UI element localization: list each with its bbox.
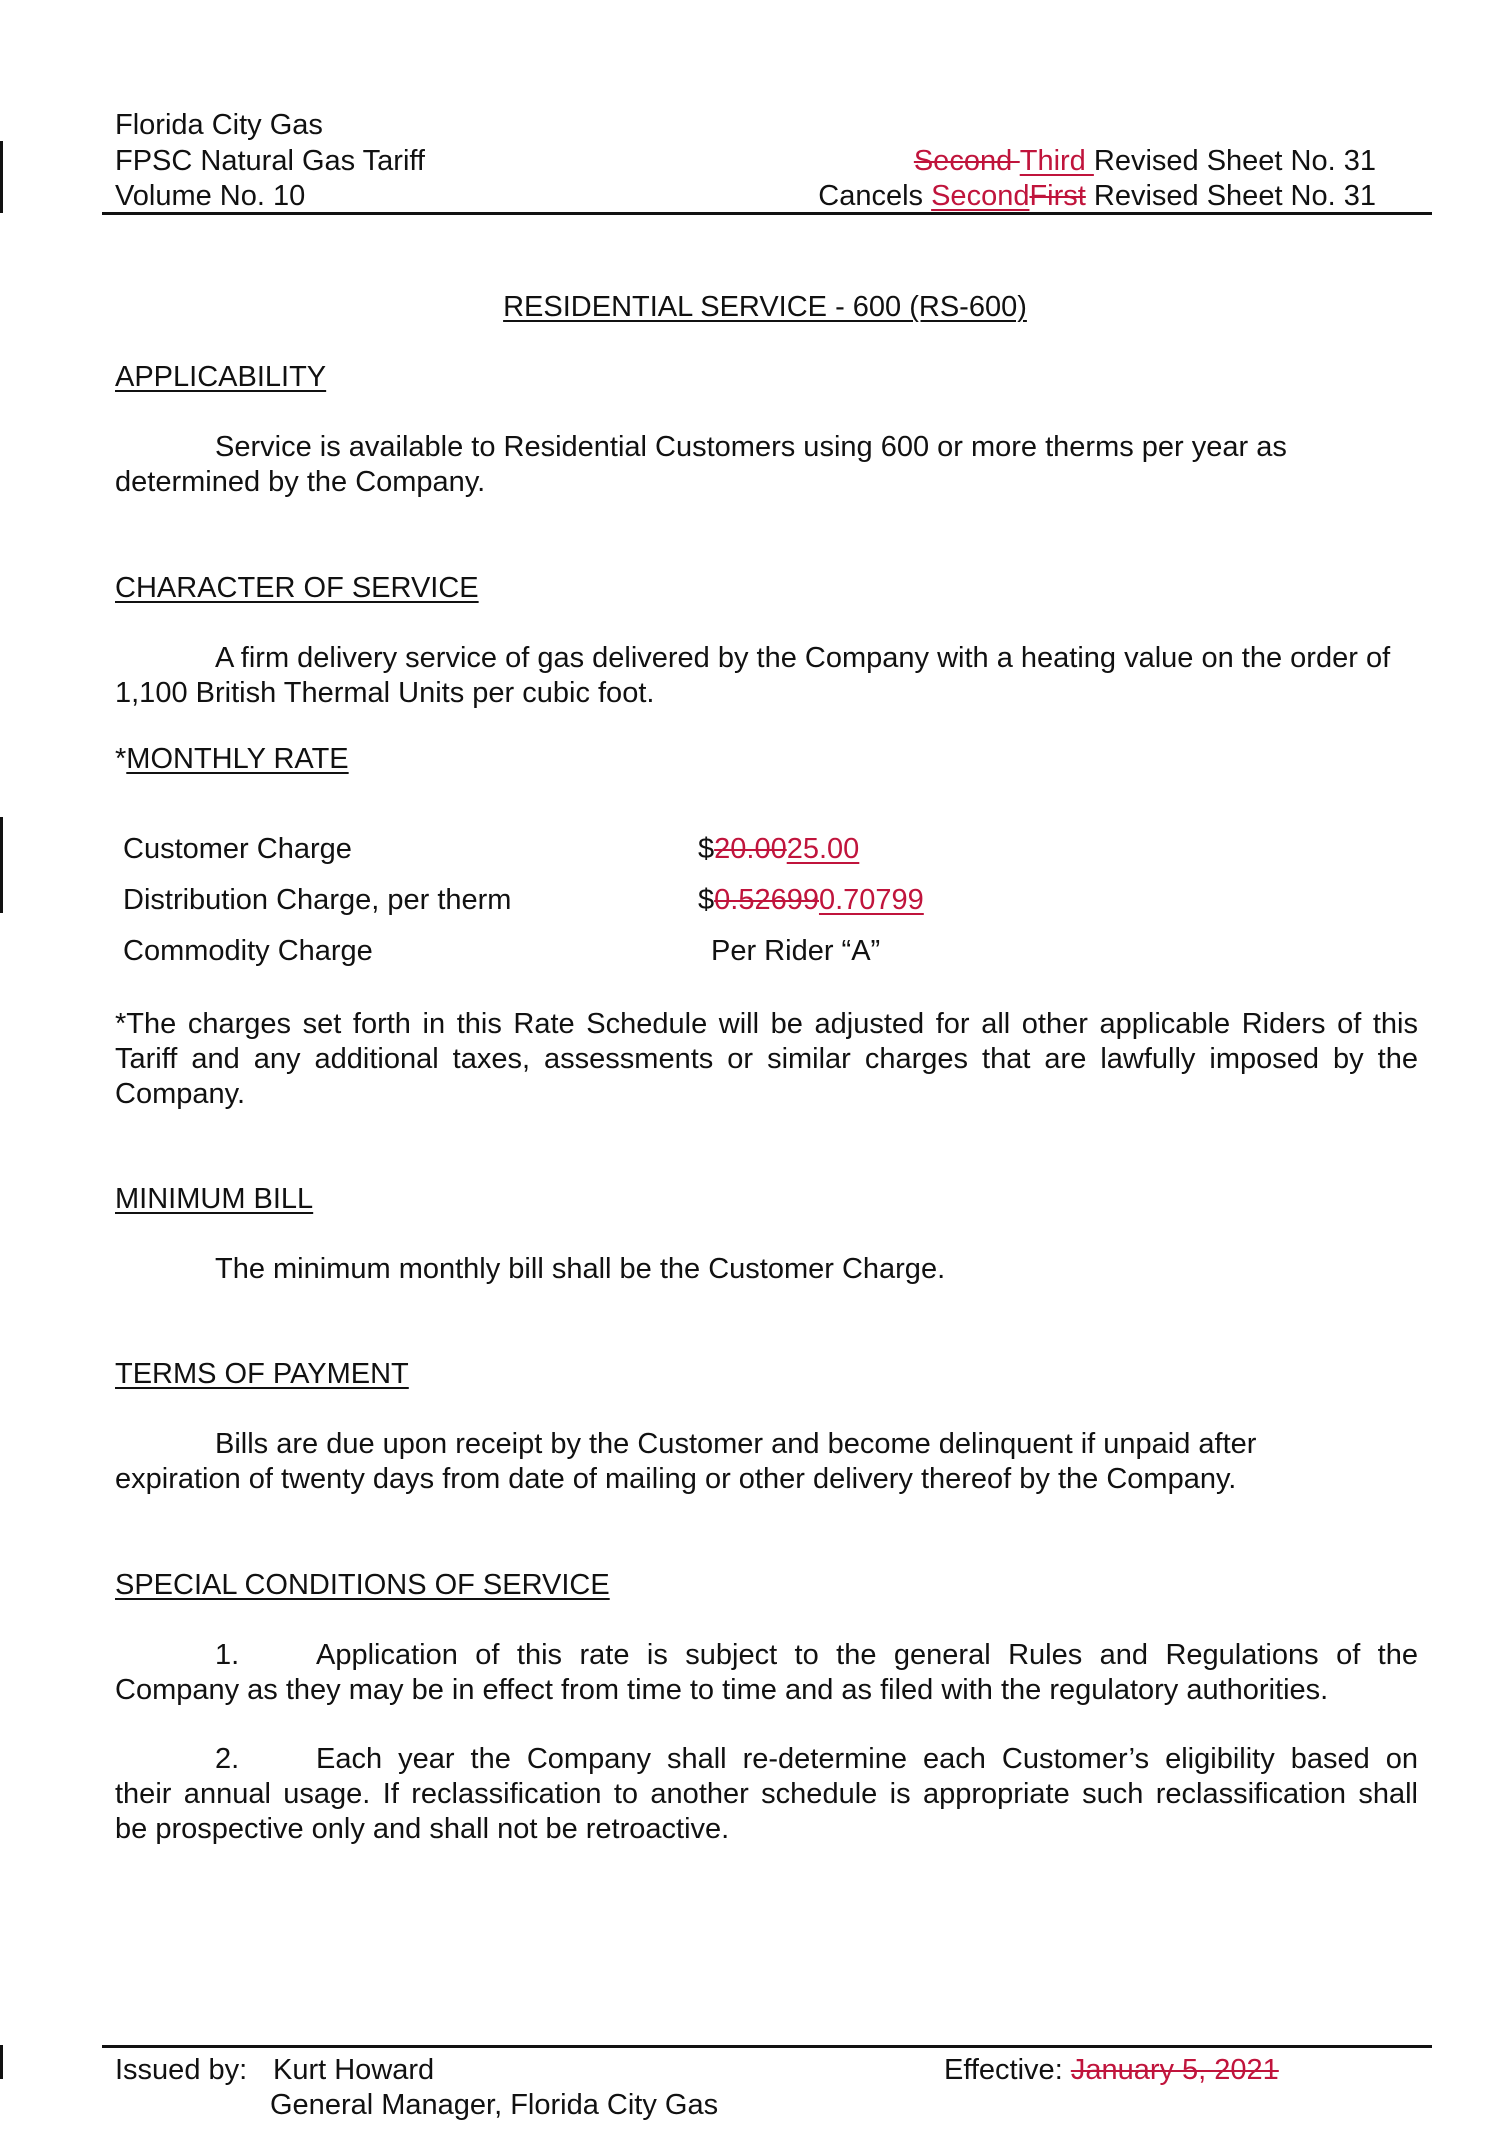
issuer-title: General Manager, Florida City Gas	[270, 2089, 719, 2121]
issued-by-label: Issued by:	[115, 2054, 248, 2086]
minimum-bill-heading: MINIMUM BILL	[115, 1183, 314, 1215]
rate-note-line-1: *The charges set forth in this Rate Schedule will be adjusted for all other applicable Riders of this	[115, 1008, 1418, 1040]
rate-label-distribution-charge: Distribution Charge, per therm	[123, 884, 512, 916]
rate-prefix: $	[698, 884, 715, 916]
condition-2-line-2: their annual usage. If reclassification to another schedule is appropriate such reclassification shall	[115, 1778, 1418, 1810]
rate-deleted-value: 0.52699	[714, 884, 819, 916]
issuer-name: Kurt Howard	[273, 2054, 435, 2086]
condition-1-number: 1.	[215, 1639, 240, 1671]
cancels-sheet	[818, 179, 1376, 213]
rate-value-distribution-charge	[698, 883, 924, 917]
rate-note-line-2: Tariff and any additional taxes, assessments or similar charges that are lawfully imposed by the	[115, 1043, 1418, 1075]
special-conditions-heading: SPECIAL CONDITIONS OF SERVICE	[115, 1569, 610, 1601]
rate-inserted-value: 0.70799	[818, 884, 924, 916]
minimum-bill-line-1: The minimum monthly bill shall be the Customer Charge.	[215, 1253, 946, 1285]
cancels-prefix: Cancels	[818, 180, 932, 212]
rate-note-line-3: Company.	[115, 1078, 246, 1110]
rate-inserted-value: 25.00	[786, 833, 860, 865]
character-line-1: A firm delivery service of gas delivered by the Company with a heating value on the order of	[215, 642, 1391, 674]
applicability-line-2: determined by the Company.	[115, 466, 486, 498]
character-heading: CHARACTER OF SERVICE	[115, 572, 479, 604]
terms-line-2: expiration of twenty days from date of mailing or other delivery thereof by the Company.	[115, 1463, 1237, 1495]
volume-number: Volume No. 10	[115, 180, 306, 212]
condition-1-line-2: Company as they may be in effect from time to time and as filed with the regulatory authorities.	[115, 1674, 1329, 1706]
change-bar-rates	[0, 817, 3, 913]
tariff-name: FPSC Natural Gas Tariff	[115, 145, 425, 177]
terms-line-1: Bills are due upon receipt by the Customer and become delinquent if unpaid after	[215, 1428, 1257, 1460]
rate-value-commodity-charge: Per Rider “A”	[711, 935, 881, 967]
header-rule	[102, 212, 1432, 215]
effective-deleted-date: January 5, 2021	[1070, 2054, 1279, 2086]
page-title: RESIDENTIAL SERVICE - 600 (RS-600)	[503, 291, 1027, 323]
rate-label-commodity-charge: Commodity Charge	[123, 935, 373, 967]
cancels-inserted-text: Second	[931, 180, 1030, 212]
condition-1-line-1: Application of this rate is subject to the general Rules and Regulations of the	[316, 1639, 1418, 1671]
condition-2-line-3: be prospective only and shall not be retroactive.	[115, 1813, 730, 1845]
footer-rule	[102, 2045, 1432, 2048]
monthly-rate-star: *	[115, 743, 127, 775]
change-bar-footer	[0, 2045, 3, 2079]
company-name: Florida City Gas	[115, 109, 323, 141]
sheet-number	[914, 144, 1376, 178]
sheet-inserted-text: Third	[1019, 145, 1094, 177]
cancels-rest-text: Revised Sheet No. 31	[1085, 180, 1376, 212]
condition-2-number: 2.	[215, 1743, 240, 1775]
rate-label-customer-charge: Customer Charge	[123, 833, 352, 865]
cancels-deleted-text: First	[1029, 180, 1086, 212]
monthly-rate-heading	[115, 742, 349, 776]
sheet-deleted-text: Second	[913, 145, 1020, 177]
monthly-rate-title: MONTHLY RATE	[126, 743, 349, 775]
rate-deleted-value: 20.00	[714, 833, 787, 865]
condition-2-line-1: Each year the Company shall re-determine each Customer’s eligibility based on	[316, 1743, 1418, 1775]
sheet-rest-text: Revised Sheet No. 31	[1093, 145, 1376, 177]
rate-value-customer-charge	[698, 832, 859, 866]
change-bar-header	[0, 141, 3, 213]
terms-heading: TERMS OF PAYMENT	[115, 1358, 409, 1390]
rate-prefix: $	[698, 833, 715, 865]
effective-label: Effective:	[944, 2054, 1071, 2086]
applicability-line-1: Service is available to Residential Customers using 600 or more therms per year as	[215, 431, 1287, 463]
character-line-2: 1,100 British Thermal Units per cubic foot.	[115, 677, 655, 709]
applicability-heading: APPLICABILITY	[115, 361, 327, 393]
effective-date	[944, 2053, 1279, 2087]
